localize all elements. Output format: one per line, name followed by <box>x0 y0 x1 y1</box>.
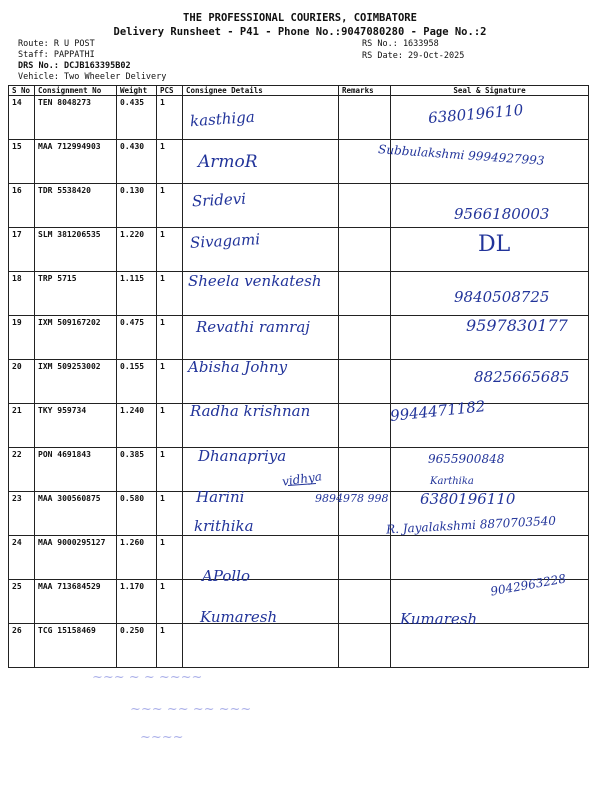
sno-cell: 15 <box>9 140 35 184</box>
staff-label: Staff: PAPPATHI <box>18 50 95 60</box>
remarks-cell <box>339 448 391 492</box>
handwritten-consignee: Sheela venkatesh <box>188 272 322 290</box>
pcs-cell: 1 <box>157 624 183 668</box>
sno-cell: 17 <box>9 228 35 272</box>
faded-stamp-line: ~~~ ~ ~ ~~~~ <box>92 670 203 685</box>
col-weight: Weight <box>117 86 157 96</box>
sno-cell: 21 <box>9 404 35 448</box>
weight-cell: 1.115 <box>117 272 157 316</box>
consignment-cell: MAA 9000295127 <box>35 536 117 580</box>
weight-cell: 1.260 <box>117 536 157 580</box>
handwritten-signature: R. Jayalakshmi 8870703540 <box>385 513 557 537</box>
pcs-cell: 1 <box>157 140 183 184</box>
weight-cell: 0.385 <box>117 448 157 492</box>
weight-cell: 0.250 <box>117 624 157 668</box>
weight-cell: 0.580 <box>117 492 157 536</box>
consignment-cell: TKY 959734 <box>35 404 117 448</box>
weight-cell: 0.130 <box>117 184 157 228</box>
consignment-cell: SLM 381206535 <box>35 228 117 272</box>
handwritten-consignee: Revathi ramraj <box>196 318 310 336</box>
sno-cell: 14 <box>9 96 35 140</box>
runsheet-subtitle: Delivery Runsheet - P41 - Phone No.:9047080280 - Page No.:2 <box>113 26 487 38</box>
handwritten-signature: DL <box>478 232 511 257</box>
remarks-cell <box>339 404 391 448</box>
consignment-cell: IXM 509253002 <box>35 360 117 404</box>
pcs-cell: 1 <box>157 580 183 624</box>
weight-cell: 0.475 <box>117 316 157 360</box>
sno-cell: 26 <box>9 624 35 668</box>
remarks-cell <box>339 624 391 668</box>
weight-cell: 0.155 <box>117 360 157 404</box>
handwritten-consignee: Radha krishnan <box>190 402 311 420</box>
remarks-cell <box>339 580 391 624</box>
handwritten-signature: 9944471182 <box>389 397 487 425</box>
handwritten-consignee: Kumaresh <box>200 608 278 626</box>
handwritten-signature: 9840508725 <box>454 288 550 306</box>
sno-cell: 16 <box>9 184 35 228</box>
sno-cell: 19 <box>9 316 35 360</box>
consignment-cell: TEN 8048273 <box>35 96 117 140</box>
consignment-cell: IXM 509167202 <box>35 316 117 360</box>
sno-cell: 18 <box>9 272 35 316</box>
handwritten-signature: 8825665685 <box>474 368 570 386</box>
handwritten-consignee: Dhanapriya <box>198 447 287 465</box>
col-consignment: Consignment No <box>35 86 117 96</box>
handwritten-remark: 9894978 998 <box>315 492 389 505</box>
col-signature: Seal & Signature <box>391 86 589 96</box>
consignment-cell: TDR 5538420 <box>35 184 117 228</box>
pcs-cell: 1 <box>157 228 183 272</box>
weight-cell: 1.220 <box>117 228 157 272</box>
faded-stamp-line: ~~~~ <box>140 730 184 745</box>
table-header-row <box>9 86 589 96</box>
remarks-cell <box>339 272 391 316</box>
pcs-cell: 1 <box>157 448 183 492</box>
remarks-cell <box>339 536 391 580</box>
sno-cell: 24 <box>9 536 35 580</box>
handwritten-signature: Subbulakshmi 9994927993 <box>377 142 545 168</box>
consignment-cell: MAA 712994903 <box>35 140 117 184</box>
sno-cell: 25 <box>9 580 35 624</box>
route-label: Route: R U POST <box>18 39 95 49</box>
handwritten-signature: 9597830177 <box>466 316 568 335</box>
remarks-cell <box>339 360 391 404</box>
sno-cell: 20 <box>9 360 35 404</box>
faded-stamp-line: ~~~ ~~ ~~ ~~~ <box>130 702 252 717</box>
weight-cell: 1.170 <box>117 580 157 624</box>
weight-cell: 0.435 <box>117 96 157 140</box>
handwritten-consignee: kasthiga <box>189 107 256 131</box>
col-pcs: PCS <box>157 86 183 96</box>
handwritten-consignee: Sivagami <box>189 230 261 252</box>
consignment-cell: PON 4691843 <box>35 448 117 492</box>
consignment-cell: MAA 713684529 <box>35 580 117 624</box>
sno-cell: 22 <box>9 448 35 492</box>
sno-cell: 23 <box>9 492 35 536</box>
pcs-cell: 1 <box>157 536 183 580</box>
remarks-cell <box>339 184 391 228</box>
signature-cell <box>391 624 589 668</box>
handwritten-signature: 9042963228 <box>489 571 567 599</box>
handwritten-signature: 6380196110 <box>420 490 516 508</box>
consignment-cell: TCG 15158469 <box>35 624 117 668</box>
col-remarks: Remarks <box>339 86 391 96</box>
weight-cell: 0.430 <box>117 140 157 184</box>
company-title: THE PROFESSIONAL COURIERS, COIMBATORE <box>183 12 417 24</box>
handwritten-remark: Karthika <box>430 476 474 487</box>
col-consignee: Consignee Details <box>183 86 339 96</box>
drs-label: DRS No.: DCJB163395B02 <box>18 61 131 71</box>
handwritten-consignee: Harini <box>196 488 245 506</box>
remarks-cell <box>339 228 391 272</box>
table-row <box>9 624 589 668</box>
remarks-cell <box>339 316 391 360</box>
remarks-cell <box>339 96 391 140</box>
rs-number: RS No.: 1633958 <box>362 39 439 49</box>
pcs-cell: 1 <box>157 492 183 536</box>
pcs-cell: 1 <box>157 96 183 140</box>
vehicle-label: Vehicle: Two Wheeler Delivery <box>18 72 167 82</box>
col-sno: S No <box>9 86 35 96</box>
pcs-cell: 1 <box>157 360 183 404</box>
consignee-cell <box>183 624 339 668</box>
handwritten-signature: 9655900848 <box>428 452 505 466</box>
handwritten-remark: vidhya <box>281 469 323 489</box>
handwritten-consignee: APollo <box>202 567 250 585</box>
weight-cell: 1.240 <box>117 404 157 448</box>
rs-date: RS Date: 29-Oct-2025 <box>362 51 465 61</box>
consignment-cell: MAA 300560875 <box>35 492 117 536</box>
consignment-cell: TRP 5715 <box>35 272 117 316</box>
handwritten-consignee: ArmoR <box>198 152 258 172</box>
pcs-cell: 1 <box>157 316 183 360</box>
handwritten-signature: 6380196110 <box>427 100 525 128</box>
handwritten-signature: 9566180003 <box>454 205 550 223</box>
pcs-cell: 1 <box>157 404 183 448</box>
handwritten-consignee: krithika <box>194 517 254 535</box>
handwritten-consignee: Abisha Johny <box>188 358 288 376</box>
handwritten-consignee: Sridevi <box>191 189 247 211</box>
table-row <box>9 536 589 580</box>
handwritten-signature: Kumaresh <box>400 610 478 628</box>
pcs-cell: 1 <box>157 184 183 228</box>
pcs-cell: 1 <box>157 272 183 316</box>
